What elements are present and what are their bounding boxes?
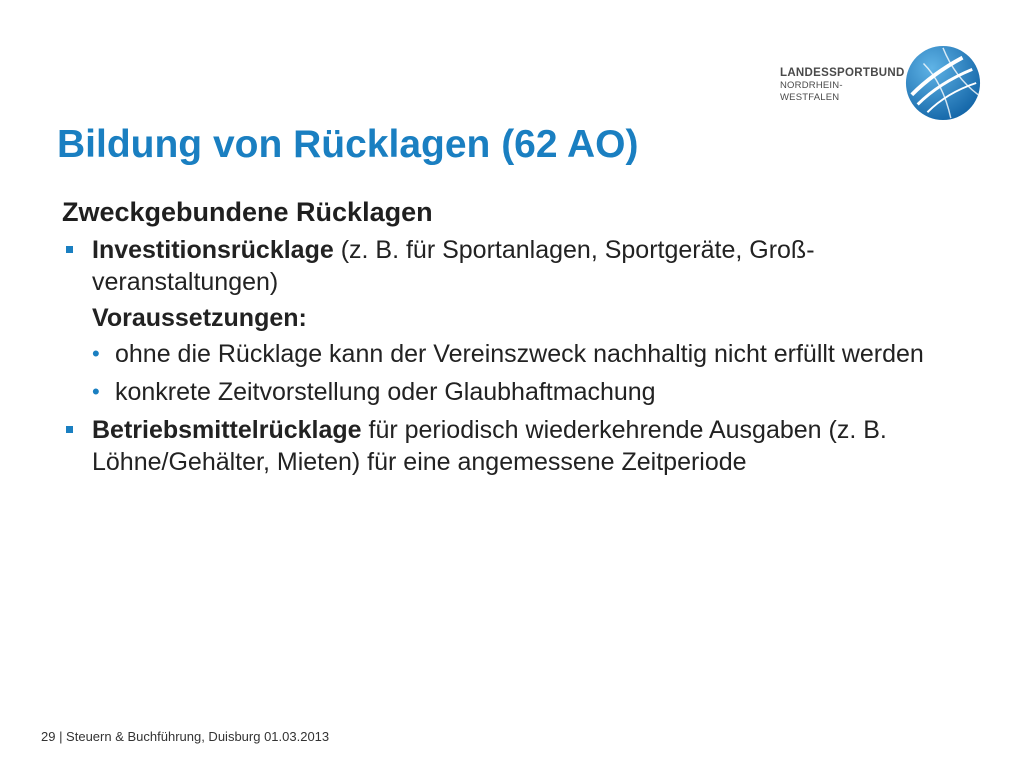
footer: 29 | Steuern & Buchführung, Duisburg 01.03.2013	[41, 729, 330, 744]
item-term: Betriebsmittelrücklage	[92, 416, 362, 444]
logo	[780, 44, 990, 124]
slide-content	[62, 196, 962, 478]
list-item	[62, 234, 962, 298]
condition-text: konkrete Zeitvorstellung oder Glaubhaftmachung	[115, 378, 656, 406]
list-item	[62, 414, 962, 478]
dot-bullet-icon: •	[92, 341, 100, 366]
square-bullet-icon	[66, 426, 73, 433]
item-text: für periodisch wiederkehrende Ausgaben (z. B. Löhne/Gehälter, Mieten) für eine angemessene Zeitperiode	[92, 416, 887, 476]
logo-wordmark	[780, 66, 905, 104]
logo-line-1: LANDESSPORTBUND	[780, 67, 905, 79]
square-bullet-icon	[66, 246, 73, 253]
section-heading: Zweckgebundene Rücklagen	[62, 197, 433, 227]
condition-item	[62, 376, 962, 408]
logo-line-2: NORDRHEIN-WESTFALEN	[780, 80, 843, 103]
condition-text: ohne die Rücklage kann der Vereinszweck nachhaltig nicht erfüllt werden	[115, 340, 924, 368]
conditions-heading: Voraussetzungen:	[92, 304, 307, 332]
condition-item	[62, 338, 962, 370]
page-title: Bildung von Rücklagen (62 AO)	[57, 123, 639, 166]
globe-logo-icon	[904, 44, 982, 122]
dot-bullet-icon: •	[92, 379, 100, 404]
item-text: (z. B. für Sportanlagen, Sportgeräte, Groß-veranstaltungen)	[92, 236, 815, 296]
item-term: Investitionsrücklage	[92, 236, 334, 264]
